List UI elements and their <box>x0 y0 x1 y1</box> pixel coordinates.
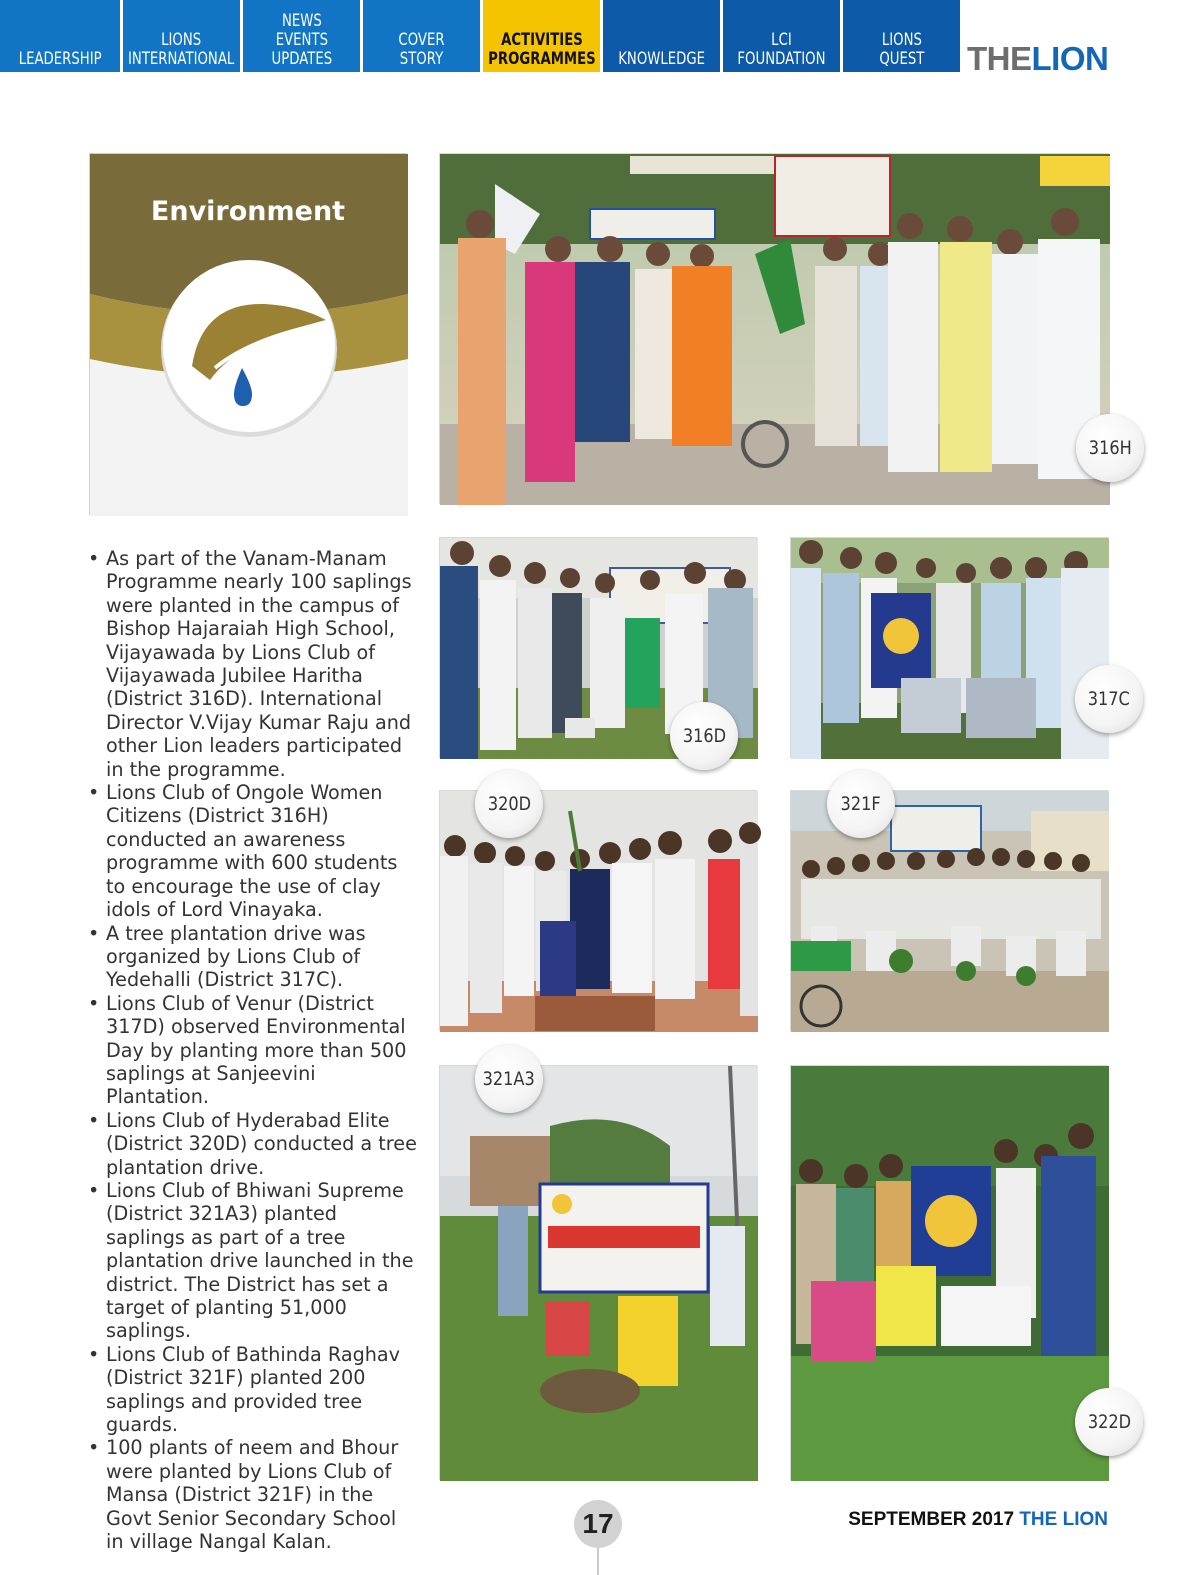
top-navigation <box>0 0 965 72</box>
magazine-logo: THELION <box>967 40 1109 77</box>
tab-leadership[interactable]: LEADERSHIP <box>0 0 120 72</box>
tab-lions-quest[interactable]: LIONS QUEST <box>843 0 960 72</box>
list-item: • A tree plantation drive was organized by Lions Club of Yedehalli (District 317C). <box>88 922 418 992</box>
photo-316h <box>439 153 1132 504</box>
list-item: • Lions Club of Hyderabad Elite (District 320D) conducted a tree plantation drive. <box>88 1109 418 1179</box>
list-item: • Lions Club of Ongole Women Citizens (District 316H) conducted an awareness programme with 600 students to encourage the use of clay idols of Lord Vinayaka. <box>88 781 418 921</box>
tab-lci-foundation[interactable]: LCI FOUNDATION <box>723 0 840 72</box>
photo-322d <box>790 1065 1131 1480</box>
district-badge-316h: 316H <box>1076 414 1144 482</box>
section-header-card <box>89 153 407 515</box>
issue-date: SEPTEMBER 2017 <box>848 1509 1015 1530</box>
district-badge-317c: 317C <box>1075 665 1143 733</box>
tab-activities-programmes[interactable]: ACTIVITIES PROGRAMMES <box>483 0 600 72</box>
publication-name: THE LION <box>1019 1509 1108 1530</box>
district-badge-320d: 320D <box>475 770 543 838</box>
page-divider <box>597 1548 599 1575</box>
list-item: • Lions Club of Bhiwani Supreme (District 321A3) planted saplings as part of a tree plantation drive launched in the district. The District has set a target of planting 51,000 saplings. <box>88 1179 418 1343</box>
list-item: • As part of the Vanam-Manam Programme nearly 100 saplings were planted in the campus of Bishop Hajaraiah High School, Vijayawada by Lions Club of Vijayawada Jubilee Haritha (District 316D). International Director V.Vijay Kumar Raju and other Lion leaders participated in the programme. <box>88 547 418 781</box>
district-badge-322d: 322D <box>1075 1388 1143 1456</box>
photo-321a3 <box>439 1065 757 1480</box>
list-item: • 100 plants of neem and Bhour were planted by Lions Club of Mansa (District 321F) in the Govt Senior Secondary School in village Nangal Kalan. <box>88 1436 418 1553</box>
photo-316d <box>439 537 757 758</box>
page-number: 17 <box>574 1500 622 1548</box>
leaf-drop-icon <box>161 260 337 437</box>
issue-footer <box>848 1509 1108 1531</box>
photo-320d <box>439 790 757 1031</box>
district-badge-316d: 316D <box>670 702 738 770</box>
tab-cover-story[interactable]: COVER STORY <box>363 0 480 72</box>
list-item: • Lions Club of Bathinda Raghav (District 321F) planted 200 saplings and provided tree guards. <box>88 1343 418 1437</box>
tab-news-events-updates[interactable]: NEWS EVENTS UPDATES <box>243 0 360 72</box>
district-badge-321a3: 321A3 <box>475 1045 543 1113</box>
photo-317c <box>790 537 1131 758</box>
district-badge-321f: 321F <box>827 770 895 838</box>
photo-321f <box>790 790 1108 1031</box>
tab-knowledge[interactable]: KNOWLEDGE <box>603 0 720 72</box>
tab-lions-international[interactable]: LIONS INTERNATIONAL <box>123 0 240 72</box>
activities-list <box>88 547 418 1553</box>
section-title: Environment <box>150 196 346 227</box>
list-item: • Lions Club of Venur (District 317D) observed Environmental Day by planting more than 500 saplings at Sanjeevini Plantation. <box>88 992 418 1109</box>
